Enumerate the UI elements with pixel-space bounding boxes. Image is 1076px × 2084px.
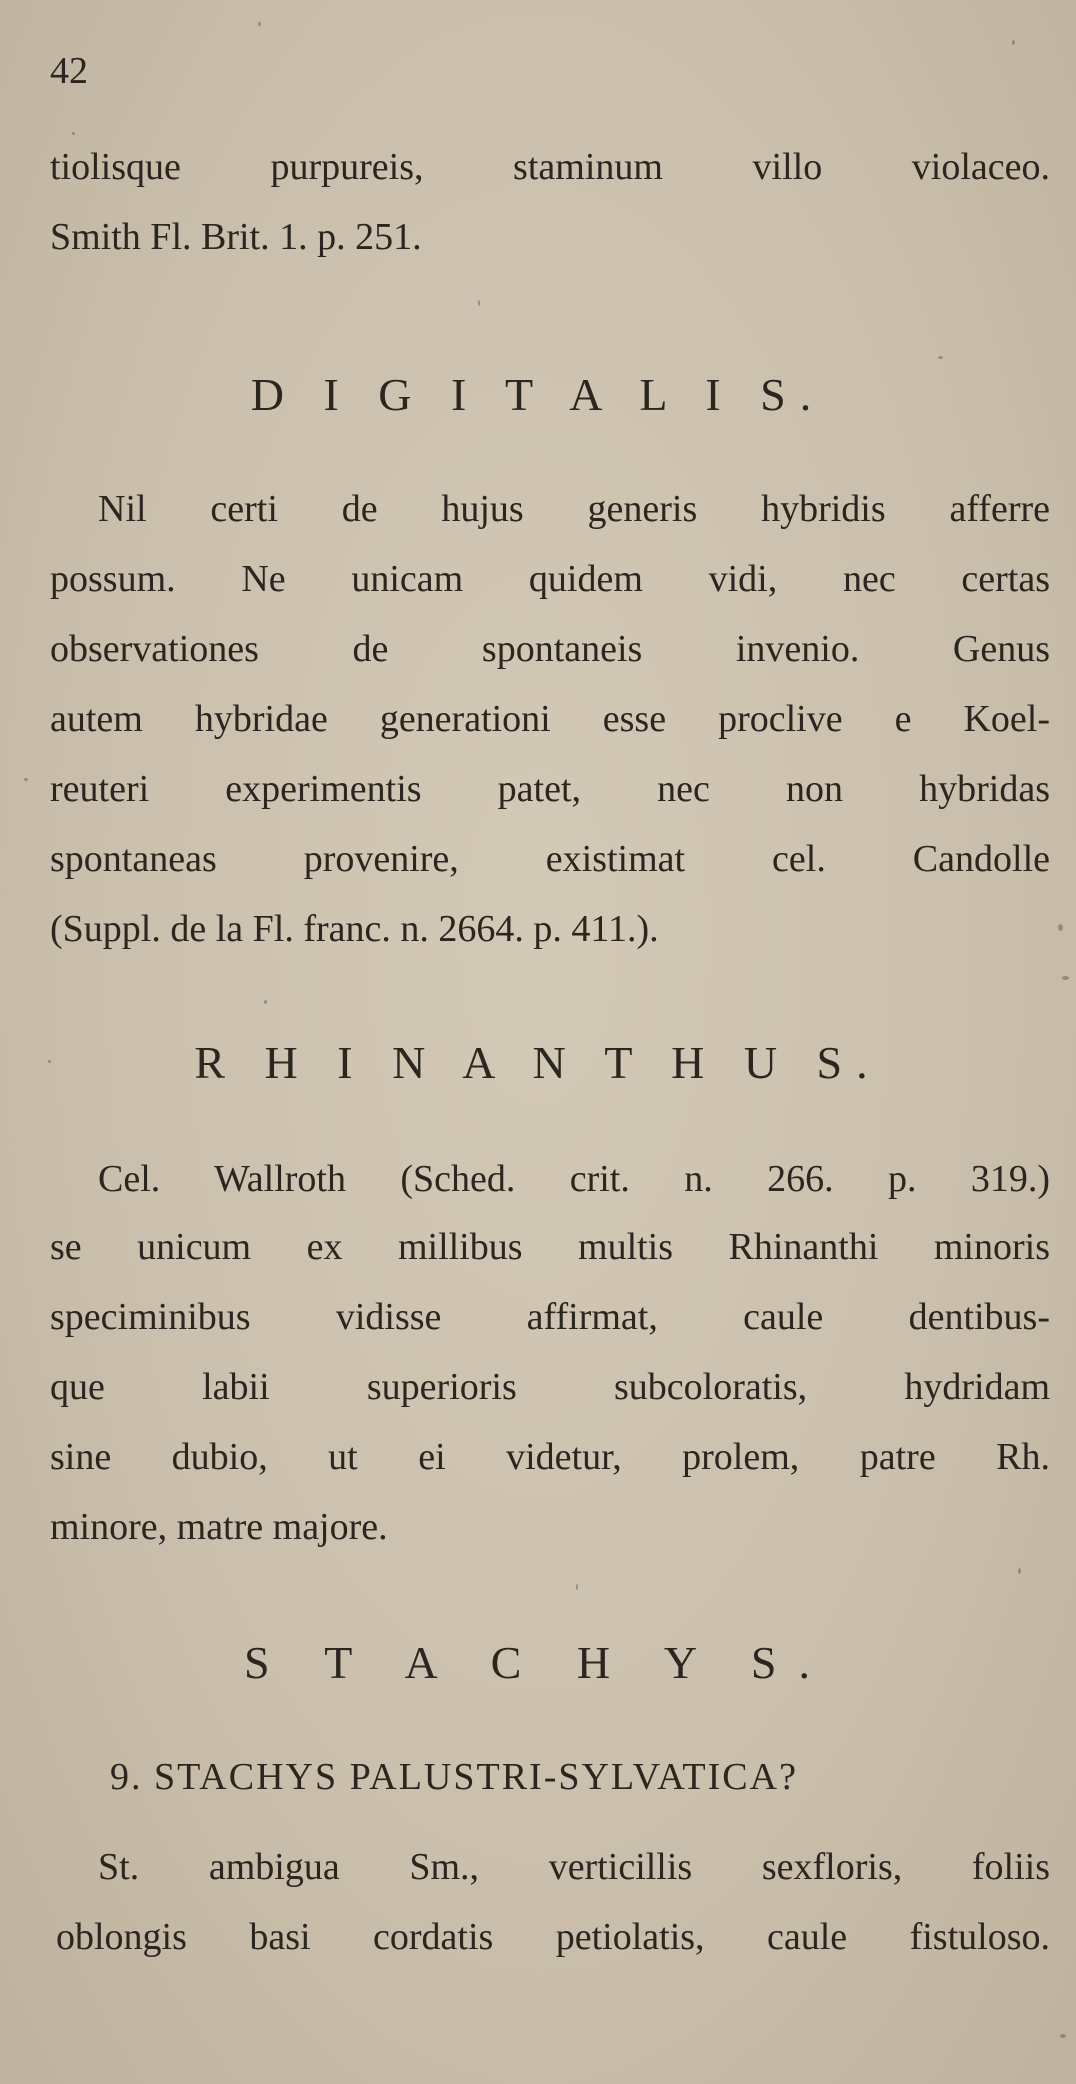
text-line: minore, matre majore. (50, 1506, 388, 1548)
paper-speck (938, 356, 943, 359)
text-line: Smith Fl. Brit. 1. p. 251. (50, 216, 422, 258)
text-line: sine dubio, ut ei videtur, prolem, patre Rh. (50, 1436, 1050, 1478)
text-line: possum. Ne unicam quidem vidi, nec certas (50, 558, 1050, 600)
text-line: observationes de spontaneis invenio. Genus (50, 628, 1050, 670)
paper-speck (48, 1060, 51, 1063)
paper-speck (24, 778, 28, 781)
paper-speck (1012, 40, 1015, 45)
text-line: speciminibus vidisse affirmat, caule dentibus- (50, 1296, 1050, 1338)
paper-speck (576, 1584, 578, 1590)
text-line: (Suppl. de la Fl. franc. n. 2664. p. 411.). (50, 908, 659, 950)
text-line: Cel. Wallroth (Sched. crit. n. 266. p. 319.) (98, 1158, 1050, 1200)
page-number: 42 (50, 50, 88, 92)
text-line: autem hybridae generationi esse proclive e Koel- (50, 698, 1050, 740)
paper-speck (1018, 1568, 1021, 1574)
paper-speck (1060, 2034, 1066, 2038)
section-heading-digitalis: D I G I T A L I S. (250, 369, 826, 420)
text-line: tiolisque purpureis, staminum villo violaceo. (50, 146, 1050, 188)
text-line: spontaneas provenire, existimat cel. Candolle (50, 838, 1050, 880)
paper-speck (72, 132, 75, 135)
paper-speck (478, 300, 480, 306)
section-heading-stachys: S T A C H Y S. (244, 1637, 832, 1688)
paper-speck (1058, 924, 1063, 931)
text-line: Nil certi de hujus generis hybridis afferre (98, 488, 1050, 530)
text-line: St. ambigua Sm., verticillis sexfloris, foliis (98, 1846, 1050, 1888)
paper-speck (258, 22, 261, 26)
text-line: reuteri experimentis patet, nec non hybridas (50, 768, 1050, 810)
text-line: oblongis basi cordatis petiolatis, caule fistuloso. (56, 1916, 1050, 1958)
text-line: se unicum ex millibus multis Rhinanthi minoris (50, 1226, 1050, 1268)
paper-speck (1062, 976, 1069, 980)
section-heading-rhinanthus: R H I N A N T H U S. (194, 1037, 882, 1088)
species-heading: 9. STACHYS PALUSTRI-SYLVATICA? (110, 1756, 798, 1798)
text-line: que labii superioris subcoloratis, hydridam (50, 1366, 1050, 1408)
paper-speck (264, 1000, 267, 1004)
